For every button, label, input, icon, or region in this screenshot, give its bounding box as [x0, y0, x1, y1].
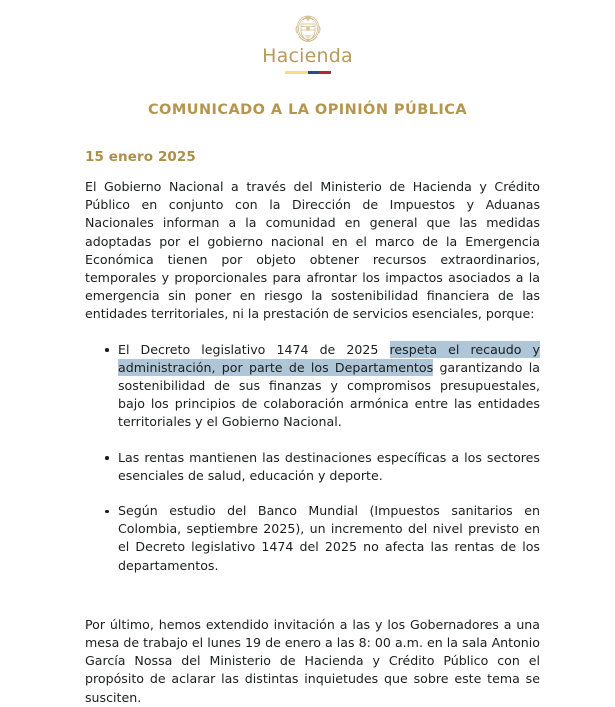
brand-wordmark: Hacienda: [262, 45, 353, 67]
flag-stripe-red: [319, 71, 331, 74]
highlighted-text: respeta el recaudo y administración, por parte de los Departamentos: [118, 341, 540, 375]
colombia-coat-of-arms-icon: [293, 13, 323, 44]
bullet-text-before: Según estudio del Banco Mundial (Impuestos sanitarios en Colombia, septiembre 2025), un incremento del nivel previsto en el Decreto legislativo 1474 del 2025 no afecta las rentas de los departamentos.: [118, 503, 540, 573]
bullet-text-after: garantizando la sostenibilidad de sus finanzas y compromisos presupuestales, bajo los principios de colaboración armónica entre las entidades territoriales y el Gobierno Nacional.: [118, 359, 540, 430]
list-item: [85, 449, 540, 485]
list-item: [85, 502, 540, 575]
flag-stripe-blue: [308, 71, 320, 74]
list-item: [85, 341, 540, 432]
document-date: 15 enero 2025: [85, 149, 196, 165]
bullet-text-before: El Decreto legislativo 1474 de 2025: [118, 341, 390, 357]
intro-paragraph: El Gobierno Nacional a través del Ministerio de Hacienda y Crédito Público en conjunto con la Dirección de Impuestos y Aduanas Nacionales informan a la comunidad en general que las medidas adoptadas por el gobierno nacional en el marco de la Emergencia Económica tienen por objeto obtener recursos extraordinarios, temporales y proporcionales para afrontar los impactos asociados a la emergencia sin poner en riesgo la sostenibilidad financiera de las entidades territoriales, ni la prestación de servicios esenciales, porque:: [85, 179, 540, 322]
page-title: COMUNICADO A LA OPINIÓN PÚBLICA: [147, 102, 468, 118]
colombia-flag-bar-icon: [285, 71, 331, 74]
bullet-list: [85, 341, 540, 575]
bullet-text-before: Las rentas mantienen las destinaciones específicas a los sectores esenciales de salud, educación y deporte.: [118, 449, 540, 483]
closing-block: [85, 616, 540, 707]
letterhead: [0, 0, 615, 74]
document-body: [0, 149, 615, 707]
flag-stripe-yellow: [285, 71, 308, 74]
closing-paragraph: Por último, hemos extendido invitación a las y los Gobernadores a una mesa de trabajo el lunes 19 de enero a las 8: 00 a.m. en la sala Antonio García Nossa del Ministerio de Hacienda y Crédito Público con el propósito de aclarar las distintas inquietudes que sobre este tema se susciten.: [85, 616, 540, 705]
